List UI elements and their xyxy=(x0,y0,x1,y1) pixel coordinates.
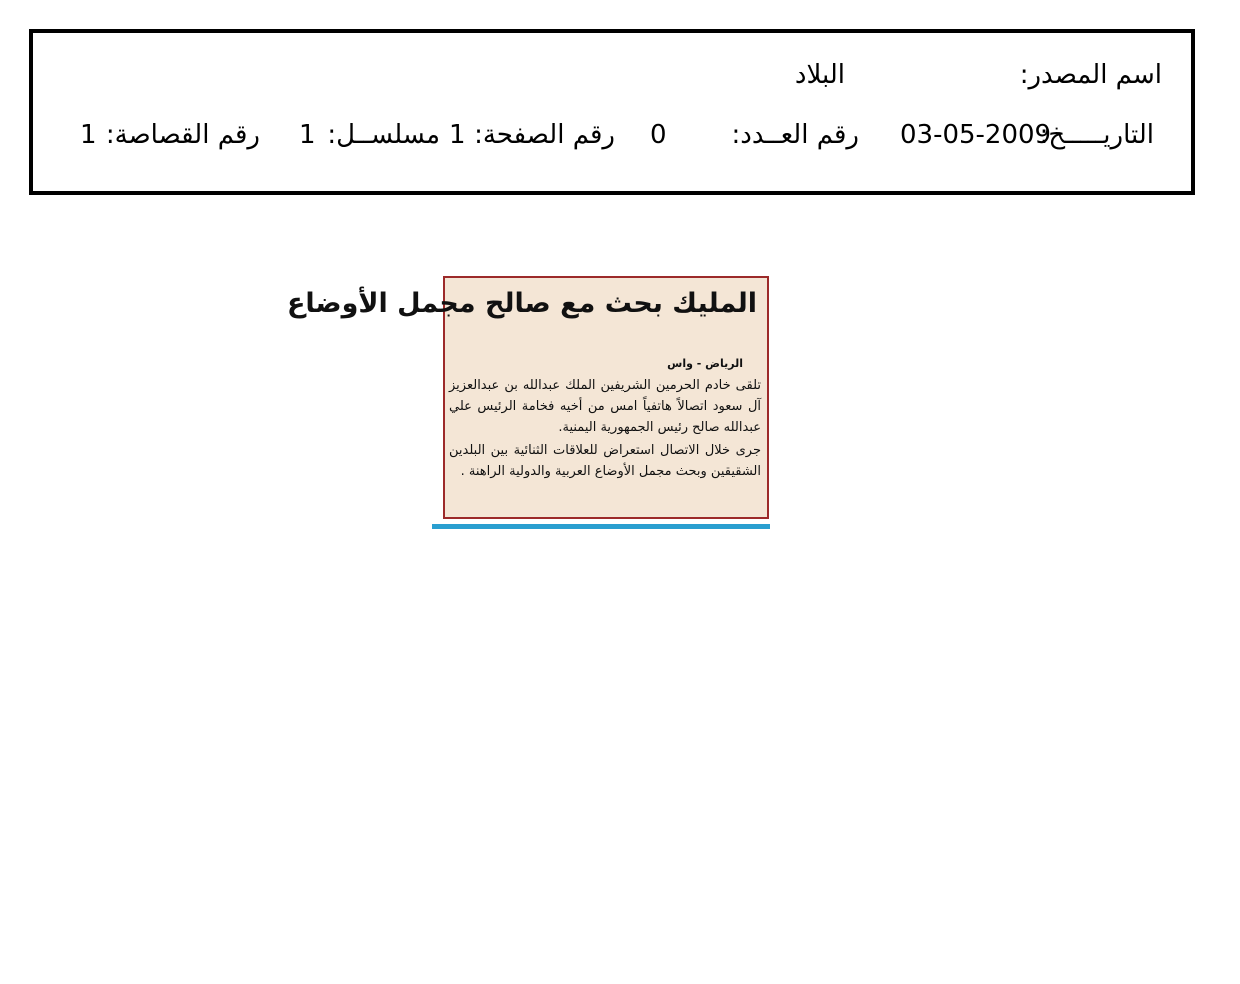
date-value: 03-05-2009 xyxy=(900,120,1052,150)
clipping-paragraph-1: تلقى خادم الحرمين الشريفين الملك عبدالله بن عبدالعزيز آل سعود اتصالاً هاتفياً امس من أخيه فخامة الرئيس علي عبدالله صالح رئيس الجمهورية اليمنية. xyxy=(449,378,761,435)
serial-value: 1 xyxy=(299,120,316,150)
date-label: التاريـــــخ: xyxy=(1039,120,1154,150)
clip-number-label: رقم القصاصة: xyxy=(105,120,260,150)
clip-number-value: 1 xyxy=(80,120,97,150)
serial-label: مسلســل: xyxy=(327,120,440,150)
metadata-header-box xyxy=(29,29,1195,195)
source-value: البلاد xyxy=(794,60,845,90)
clipping-headline: المليك بحث مع صالح مجمل الأوضاع xyxy=(286,288,757,319)
page-value: 1 xyxy=(449,120,466,150)
page-label: رقم الصفحة: xyxy=(474,120,615,150)
clipping-paragraph-2: جرى خلال الاتصال استعراض للعلاقات الثنائية بين البلدين الشقيقين وبحث مجمل الأوضاع العربية والدولية الراهنة . xyxy=(449,443,761,479)
clipping-dateline: الرياض - واس xyxy=(667,357,743,370)
news-clipping xyxy=(286,276,769,519)
clipping-underline-bar xyxy=(432,524,770,529)
source-label: اسم المصدر: xyxy=(1019,60,1162,90)
issue-label: رقم العــدد: xyxy=(731,120,859,150)
issue-value: 0 xyxy=(650,120,667,150)
